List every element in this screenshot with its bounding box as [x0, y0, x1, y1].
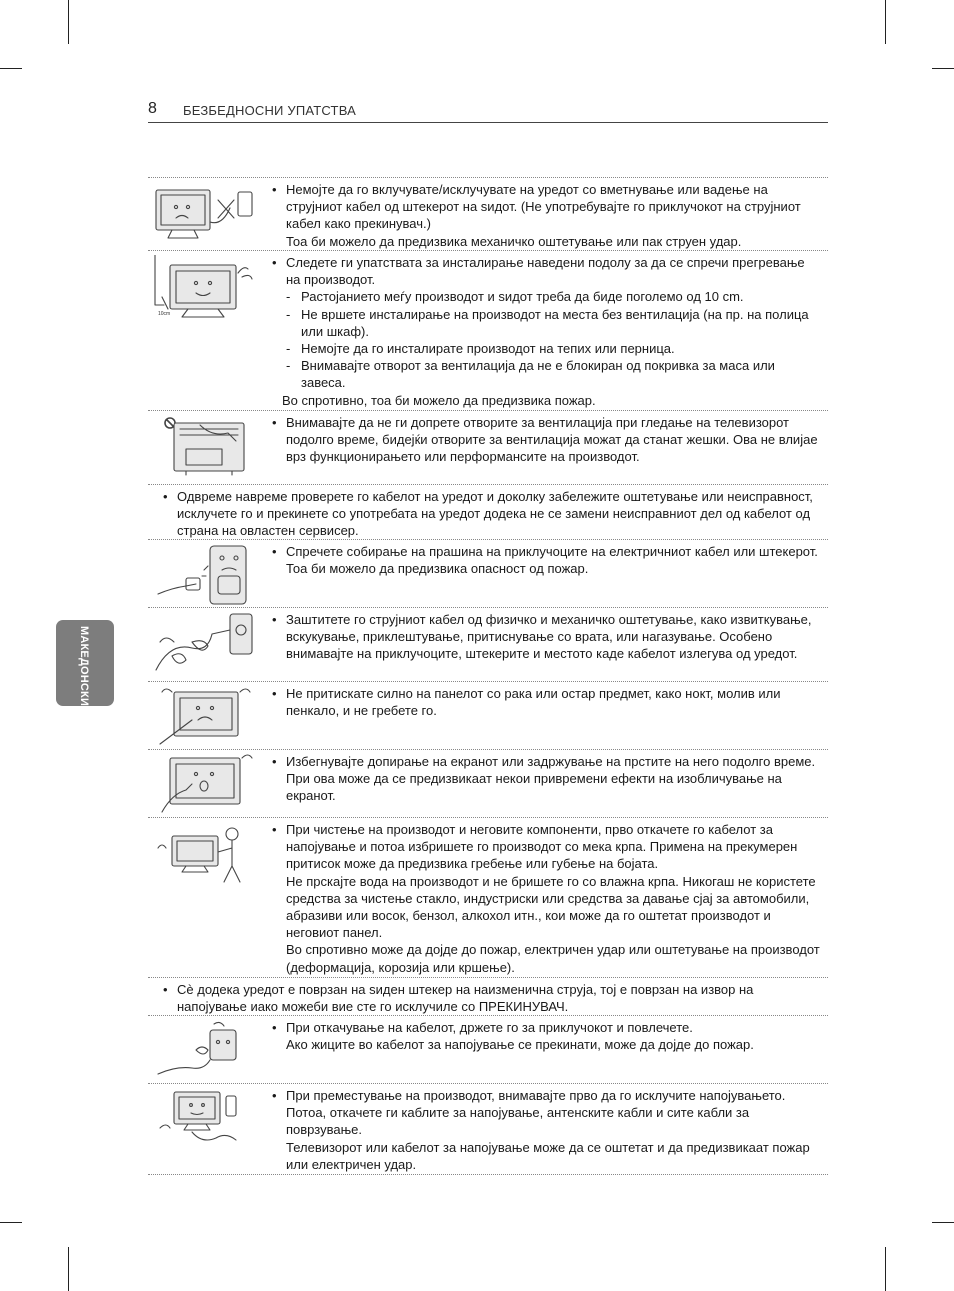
crop-mark	[885, 0, 886, 44]
instruction-row	[148, 1084, 828, 1175]
instruction-row	[148, 251, 828, 411]
dash-item: - Растојанието меѓу производот и ѕидот треба да биде поголемо од 10 cm.	[270, 288, 822, 305]
bullet-text: • Не притискате силно на панелот со рака или остар предмет, како нокт, молив или пенкало, и не гребете го.	[270, 685, 822, 719]
instruction-text	[270, 181, 822, 250]
cable-damage-illustration	[152, 612, 256, 678]
page-title: БЕЗБЕДНОСНИ УПАТСТВА	[183, 103, 357, 118]
bullet-text: • При откачување на кабелот, држете го за приклучокот и повлечете.	[270, 1019, 822, 1036]
dash-item: - Не вршете инсталирање на производот на места без вентилација (на пр. на полица или шкаф).	[270, 306, 822, 340]
note-text: Тоа би можело да предизвика механичко оштетување или пак струен удар.	[286, 233, 742, 249]
vent-hot-illustration	[152, 415, 256, 477]
distance-label: 10cm	[158, 311, 171, 317]
instruction-text	[161, 981, 822, 1015]
safety-instructions-list	[148, 177, 828, 1175]
dash-item: - Внимавајте отворот за вентилација да не е блокиран од покривка за маса или завеса.	[270, 357, 822, 391]
language-tab	[56, 620, 114, 706]
note-text: Во спротивно, тоа би можело да предизвика пожар.	[282, 392, 596, 408]
crop-mark	[0, 1222, 22, 1223]
note-text: Во спротивно може да дојде до пожар, електричен удар или оштетување на производот (деформација, корозија или кршење).	[286, 942, 820, 975]
instruction-row	[148, 818, 828, 978]
bullet-text: • Сè додека уредот е поврзан на ѕиден штекер на наизменична струја, тој е поврзан на извор на напојување иако можеби вие сте го исклучиле со ПРЕКИНУВАЧ.	[161, 981, 822, 1015]
instruction-row	[148, 682, 828, 750]
page-header	[148, 100, 828, 123]
bullet-text: • Спречете собирање на прашина на приклучоците на електричниот кабел или штекерот.	[270, 543, 822, 560]
dusty-plug-illustration	[152, 544, 256, 606]
instruction-text	[270, 611, 822, 663]
unplug-by-plug-illustration	[152, 1020, 256, 1082]
tv-unplug-illustration	[152, 182, 256, 244]
instruction-text	[161, 488, 822, 540]
instruction-row	[148, 608, 828, 682]
note-text: Телевизорот или кабелот за напојување може да се оштетат и да предизвикаат пожар или електричен удар.	[286, 1139, 810, 1172]
crop-mark	[68, 0, 69, 44]
bullet-text: • Одвреме навреме проверете го кабелот на уредот и доколку забележите оштетување или неисправност, исклучете го и прекинете со употребата на уредот додека не се замени неисправниот дел од кабелот од страна на овластен сервисер.	[161, 488, 822, 540]
instruction-text	[270, 1087, 822, 1173]
screen-press-illustration	[152, 686, 256, 748]
crop-mark	[932, 1222, 954, 1223]
instruction-text	[270, 414, 822, 466]
tv-wall-distance-illustration	[152, 255, 256, 321]
cleaning-illustration	[152, 822, 256, 888]
instruction-text	[270, 254, 822, 409]
instruction-row	[148, 485, 828, 540]
instruction-text	[270, 543, 822, 577]
bullet-text: • Немојте да го вклучувате/исклучувате на уредот со вметнување или вадење на струјниот кабел од штекерот на ѕидот. (Не употребувајте го приклучокот на струјниот кабел како прекинувач.)	[270, 181, 822, 233]
crop-mark	[0, 68, 22, 69]
page-number: 8	[148, 100, 157, 117]
bullet-text: • Избегнувајте допирање на екранот или задржување на прстите на него подолго време. При ова може да се предизвикаат некои привремени ефекти на изобличување на екранот.	[270, 753, 822, 805]
note-text: Ако жиците во кабелот за напојување се прекинати, може да дојде до пожар.	[286, 1037, 754, 1053]
bullet-text: • При чистење на производот и неговите компоненти, прво откачете го кабелот за напојување и потоа избришете го производот со мека крпа. Примена на прекумерен притисок може да предизвика гребење или губење на бојата.	[270, 821, 822, 873]
instruction-text	[270, 821, 822, 976]
instruction-row	[148, 978, 828, 1016]
screen-touch-illustration	[152, 754, 256, 816]
dash-item: - Немојте да го инсталирате производот на тепих или перница.	[270, 340, 822, 357]
crop-mark	[932, 68, 954, 69]
note-text: Тоа би можело да предизвика опасност од пожар.	[286, 561, 589, 577]
language-tab-label: МАКЕДОНСКИ	[78, 626, 90, 707]
crop-mark	[885, 1247, 886, 1291]
instruction-text	[270, 685, 822, 719]
instruction-row	[148, 178, 828, 251]
crop-mark	[68, 1247, 69, 1291]
bullet-text: • При преместување на производот, внимавајте прво да го исклучите напојувањето. Потоа, откачете ги каблите за напојување, антенските кабли и сите кабли за поврзување.	[270, 1087, 822, 1139]
instruction-row	[148, 540, 828, 608]
instruction-text	[270, 1019, 822, 1053]
note-text: Не прскајте вода на производот и не бришете го со влажна крпа. Никогаш не користете средства за чистење стакло, индустриски или средства за давање сјај за автомобили, абразиви или восок, бензол, алкохол итн., кои може да го оштетат производот и неговиот панел.	[286, 873, 816, 941]
instruction-row	[148, 1016, 828, 1084]
instruction-row	[148, 411, 828, 485]
bullet-text: • Заштитете го струјниот кабел од физичко и механичко оштетување, како извиткување, вскукување, приклештување, притиснување со врата, или нагазување. Особено внимавајте на приклучоците, штекерите и местото каде кабелот излегува од уредот.	[270, 611, 822, 663]
instruction-text	[270, 753, 822, 805]
bullet-text: • Внимавајте да не ги допрете отворите за вентилација при гледање на телевизорот подолго време, бидејќи отворите за вентилација можат да станат жешки. Ова не влијае врз функционирањето или перформансите на производот.	[270, 414, 822, 466]
moving-tv-illustration	[152, 1088, 256, 1150]
bullet-text: • Следете ги упатствата за инсталирање наведени подолу за да се спречи прегревање на производот.	[270, 254, 822, 288]
instruction-row	[148, 750, 828, 818]
